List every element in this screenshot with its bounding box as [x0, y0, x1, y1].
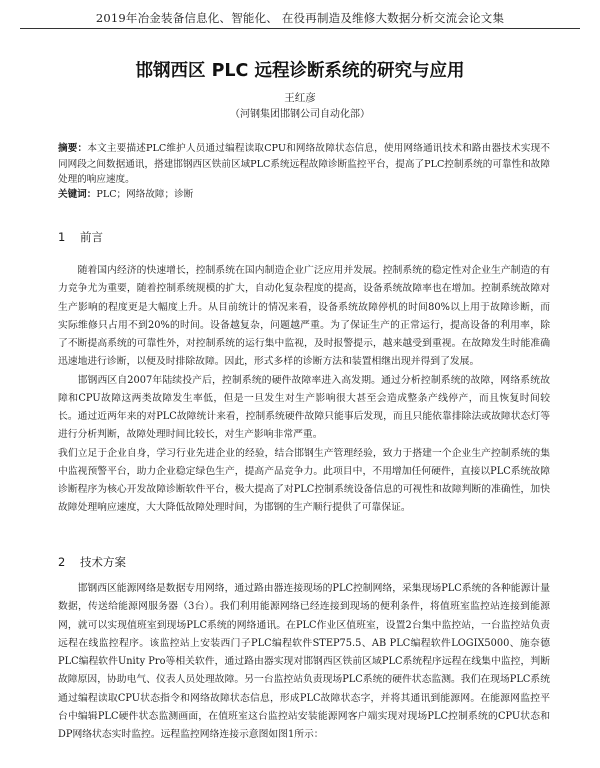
paragraph: 我们立足于企业自身，学习行业先进企业的经验，结合邯钢生产管理经验，致力于搭建一个企业生产控制系统的集中监视预警平台，助力企业稳定绿色生产，提高产品竞争力。此项目中，不用增加任何硬件，直接以PLC系统故障诊断程序为核心开发故障诊断软件平台，极大提高了对PLC控制系统设备信息的可视性和故障判断的准确性，加快故障处理响应速度，大大降低故障处理时间，为邯钢的生产顺行提供了可靠保证。: [58, 447, 550, 514]
section-title: 前言: [80, 230, 103, 244]
paragraph: 邯钢西区能源网络是数据专用网络，通过路由器连接现场的PLC控制网络，采集现场PLC系统的各种能源计量数据，传送给能源网服务器（3台）。我们利用能源网络已经连接到现场的便利条件，将值班室监控站连接到能源网，就可以实现值班室到现场PLC系统的网络通讯。在PLC作业区值班室，设置2台集中监控站，一台监控站负责远程在线监控程序。该监控站上安装西门子PLC编程软件STEP75.5、AB PLC编程软件LOGIX5000、施奈德PLC编程软件Unity Pro等相关软件，通过路由器实现对邯钢西区铁前区域PLC系统程序远程在线集中监控，判断故障原因，协助电气、仪表人员处理故障。另一台监控站负责现场PLC系统的硬件状态监测。我们在现场PLC系统通过编程读取CPU状态指令和网络故障状态信息，形成PLC故障状态字，并将其通讯到能源网。在能源网监控平台中编辑PLC硬件状态监测画面，在值班室这台监控站安装能源网客户端实现对现场PLC控制系统的CPU状态和DP网络状态实时监控。远程监控网络连接示意图如图1所示：: [58, 583, 550, 740]
abstract-label: 摘要：: [58, 143, 88, 154]
section-heading-2: [58, 554, 126, 570]
section-number: 1: [58, 230, 66, 244]
abstract: [58, 141, 550, 188]
keywords-label: 关键词：: [58, 189, 97, 200]
keywords-text: PLC；网络故障；诊断: [96, 189, 194, 200]
keywords: [58, 187, 550, 203]
abstract-text: 本文主要描述PLC维护人员通过编程读取CPU和网络故障状态信息，使用网络通讯技术和路由器技术实现不同网段之间数据通讯，搭建邯钢西区铁前区域PLC系统远程故障诊断监控平台，提高了PLC控制系统的可靠性和故障处理的响应速度。: [58, 143, 550, 185]
paragraph: 邯钢西区自2007年陆续投产后，控制系统的硬件故障率进入高发期。通过分析控制系统的故障，网络系统故障和CPU故障这两类故障发生率低，但是一旦发生对生产影响很大甚至会造成整条产线停产，而且恢复时间较长。通过近两年来的对PLC故障统计来看，控制系统硬件故障只能事后发现，而且只能依靠排除法或故障状态灯等进行分析判断，故障处理时间比较长，对生产影响非常严重。: [58, 374, 550, 441]
section-heading-1: [58, 229, 103, 245]
section-2-body: [58, 580, 550, 744]
running-header: 2019年冶金装备信息化、智能化、 在役再制造及维修大数据分析交流会论文集: [95, 11, 505, 25]
paragraph: 随着国内经济的快速增长，控制系统在国内制造企业广泛应用并发展。控制系统的稳定性对企业生产制造的有力竞争尤为重要，随着控制系统规模的扩大，自动化复杂程度的提高，设备系统故障率也在增加。控制系统故障对生产影响的程度更是大幅度上升。从目前统计的情况来看，设备系统故障停机的时间80%以上用于故障诊断，而实际维修只占用不到20%的时间。设备越复杂，问题越严重。为了保证生产的正常运行，提高设备的利用率，除了不断提高系统的可靠性外，对控制系统的运行集中监视，及时报警提示，越来越受到重视。在故障发生时能准确迅速地进行诊断，以便及时排除故障。因此，形式多样的诊断方法和装置相继出现并得到了发展。: [58, 265, 550, 368]
header-rule: [20, 28, 580, 29]
affiliation: （河钢集团邯钢公司自动化部）: [230, 109, 370, 120]
section-1-body: [58, 262, 550, 518]
author: 王红彦: [284, 92, 316, 104]
paper-title: 邯钢西区 PLC 远程诊断系统的研究与应用: [135, 61, 465, 81]
section-number: 2: [58, 555, 66, 569]
section-title: 技术方案: [80, 555, 126, 569]
